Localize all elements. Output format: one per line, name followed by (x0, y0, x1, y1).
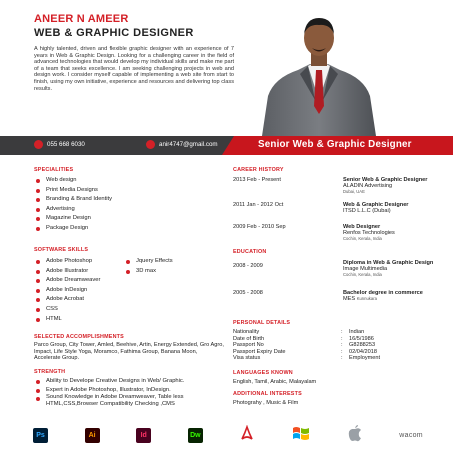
detail-value: 02/04/2018 (349, 348, 377, 355)
detail-value: Indian (349, 329, 365, 335)
education-school: MES (343, 296, 356, 302)
detail-value: G8288253 (349, 342, 376, 349)
career-company: Renfos Technologies (343, 230, 395, 236)
education-degree: Diploma in Web & Graphic Design (343, 260, 434, 266)
list-item: Jquery Effects (124, 257, 173, 267)
list-item: Advertising (34, 205, 112, 215)
candidate-name: ANEER N AMEER (34, 13, 129, 25)
languages-text: English, Tamil, Arabic, Malayalam (233, 379, 317, 385)
software-skills-list (34, 257, 100, 324)
wacom-icon: wacom (399, 432, 423, 439)
software-skills-list-2 (124, 257, 173, 276)
phone-contact (34, 140, 85, 149)
email-icon (146, 140, 155, 149)
list-item: Adobe Illustrator (34, 267, 100, 277)
list-item: Adobe Dreamweaver (34, 276, 100, 286)
career-location: Cochin, Kerala, India (343, 236, 382, 241)
acrobat-icon (239, 425, 255, 446)
specialities-heading: SPECIALITIES (34, 167, 74, 173)
career-period: 2009 Feb - 2010 Sep (233, 224, 286, 230)
band-title: Senior Web & Graphic Designer (258, 139, 412, 150)
education-degree: Bachelor degree in commerce (343, 290, 423, 296)
profile-photo (260, 8, 378, 136)
list-item: Adobe Photoshop (34, 257, 100, 267)
indesign-icon: Id (136, 428, 151, 443)
detail-label: Passport Expiry Date (233, 348, 286, 355)
detail-label: Passport No (233, 342, 264, 349)
education-location: Cochin, Kerala, India (343, 272, 382, 277)
career-company: ITSD L.L.C (Dubai) (343, 208, 391, 214)
education-school: Image Multimedia (343, 266, 388, 272)
list-item: Package Design (34, 224, 112, 234)
detail-value: 16/5/1986 (349, 335, 374, 342)
list-item: Adobe InDesign (34, 286, 100, 296)
education-location: Kunnukara (356, 296, 377, 301)
detail-value: Employment (349, 355, 381, 362)
detail-label: Visa status (233, 355, 261, 362)
software-skills-heading: SOFTWARE SKILLS (34, 247, 89, 253)
career-heading: CAREER HISTORY (233, 167, 284, 173)
detail-label: Date of Birth (233, 335, 265, 342)
windows-icon (292, 425, 310, 446)
career-entry (343, 177, 448, 195)
photoshop-icon: Ps (33, 428, 48, 443)
phone-number: 055 668 6030 (47, 141, 85, 148)
list-item: Branding & Brand Identity (34, 195, 112, 205)
phone-icon (34, 140, 43, 149)
career-entry (343, 202, 448, 214)
personal-details-table: Nationality : Indian Date of Birth : 16/5/1986 Passport No : G8288253 Passport Expiry Date : 02/04/2018 Visa status : Employment (233, 329, 429, 362)
list-item: 3D max (124, 267, 173, 277)
career-period: 2013 Feb - Present (233, 177, 281, 183)
list-item: CSS (34, 305, 100, 315)
list-item: HTML (34, 315, 100, 325)
list-item: Expert in Adobe Photoshop, Illustrator, InDesign. (34, 386, 224, 395)
career-company: ALADIN Advertising (343, 183, 393, 189)
list-item: Web design (34, 176, 112, 186)
interests-text: Photograhy , Music & Film (233, 400, 299, 406)
career-position: Web Designer (343, 224, 381, 230)
education-period: 2008 - 2009 (233, 263, 263, 269)
education-entry (343, 260, 448, 278)
list-item: Print Media Designs (34, 186, 112, 196)
email-contact (146, 140, 218, 149)
dreamweaver-icon: Dw (188, 428, 203, 443)
career-location: Dubai, UAE (343, 189, 365, 194)
list-item: Adobe Acrobat (34, 295, 100, 305)
career-position: Web & Graphic Designer (343, 202, 409, 208)
apple-icon (347, 424, 363, 447)
accomplishments-heading: SELECTED ACCOMPLISHMENTS (34, 334, 124, 340)
email-address: anir4747@gmail.com (159, 141, 218, 148)
software-logos (33, 424, 423, 447)
detail-label: Nationality (233, 329, 260, 335)
education-entry (343, 290, 448, 302)
accomplishments-text: Parco Group, City Tower, Amled, Beehive, Artin, Energy Extended, Gro Agro, Impact, Life Style Yoga, Moramco, Fathima Group, Banana Moon, Accelerate Group. (34, 342, 224, 362)
personal-heading: PERSONAL DETAILS (233, 320, 291, 326)
candidate-role: WEB & GRAPHIC DESIGNER (34, 27, 194, 39)
interests-heading: ADDITIONAL INTERESTS (233, 391, 302, 397)
profile-summary: A highly talented, driven and flexible graphic designer with an experience of 7 years in Web & Graphic Design. Looking for a challenging career in the field of advanced technologies that would develop my individual skills and make me part of a team that seeks excellence. I am seeking challenging projects in web and design work. I consider myself capable of implementing a web site from start to finish, using my own initiative, experience and resources and delivering top class results. (34, 46, 234, 92)
list-item: Magazine Design (34, 214, 112, 224)
strength-list (34, 377, 224, 407)
career-position: Senior Web & Graphic Designer (343, 177, 428, 183)
illustrator-icon: Ai (85, 428, 100, 443)
education-heading: EDUCATION (233, 249, 267, 255)
career-period: 2011 Jan - 2012 Oct (233, 202, 284, 208)
list-item: Sound Knowledge in Adobe Dreamweaver, Table less HTML,CSS,Browser Compatibility Checking ,CMS (34, 394, 224, 407)
languages-heading: LANGUAGES KNOWN (233, 370, 293, 376)
education-period: 2005 - 2008 (233, 290, 263, 296)
list-item: Ability to Develope Creative Designs in Web/ Graphic. (34, 377, 224, 386)
strength-heading: STRENGTH (34, 369, 66, 375)
specialities-list (34, 176, 112, 234)
career-entry (343, 224, 448, 242)
